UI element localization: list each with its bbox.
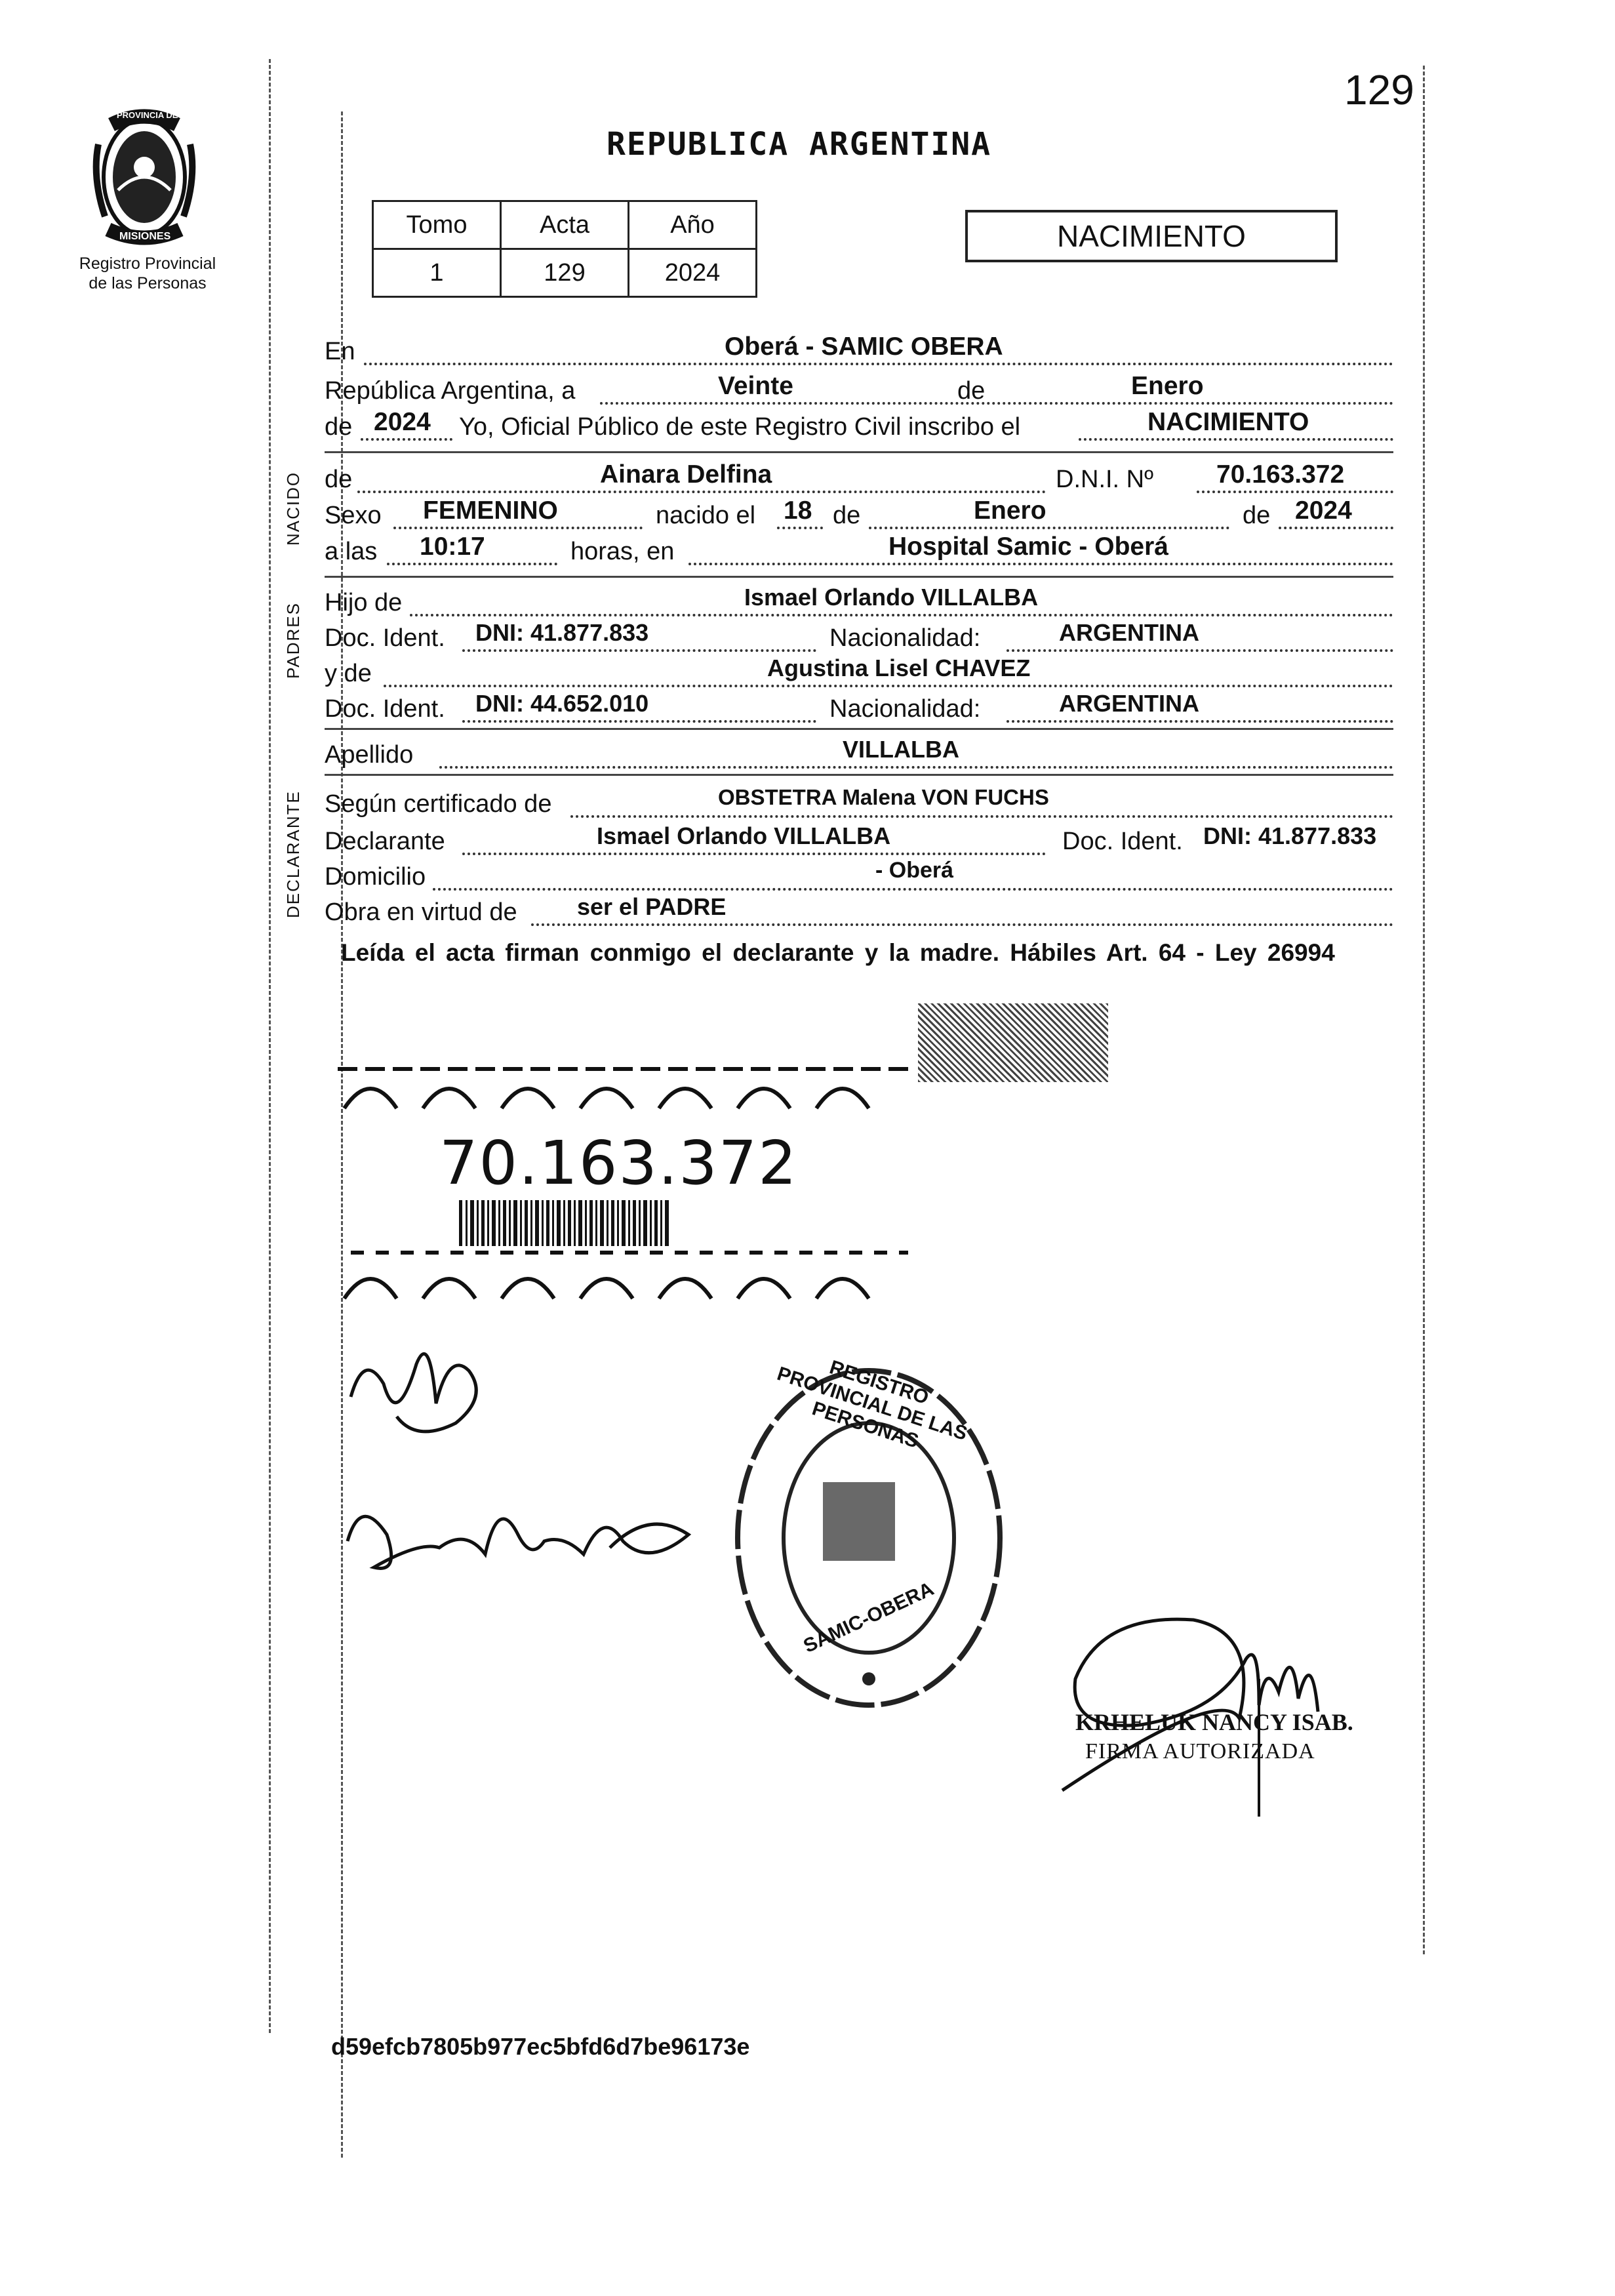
- dni-sticker: [331, 1056, 921, 1305]
- padre-nac-label: Nacionalidad:: [829, 624, 981, 652]
- document-hash: d59efcb7805b977ec5bfd6d7be96173e: [331, 2033, 750, 2060]
- padre-nac-value: ARGENTINA: [1059, 619, 1199, 646]
- decl-label: Declarante: [325, 828, 445, 855]
- stamp-ring-text: REGISTRO PROVINCIAL DE LAS PERSONAS: [774, 1356, 970, 1453]
- decl-value: Ismael Orlando VILLALBA: [597, 822, 891, 849]
- closing-text: Leída el acta firman conmigo el declarante y la madre. Hábiles Art. 64 - Ley 26994: [341, 939, 1335, 966]
- alas-label: a las: [325, 538, 378, 565]
- registry-name-line1: Registro Provincial: [79, 254, 216, 273]
- padre-doc-label: Doc. Ident.: [325, 624, 445, 652]
- official-signature: [1023, 1581, 1390, 1843]
- de-label: de: [957, 377, 986, 405]
- page-number: 129: [1344, 66, 1414, 113]
- dom-value: - Oberá: [875, 858, 954, 883]
- table-header-anio: Año: [629, 201, 757, 249]
- table-value-acta: 129: [501, 249, 629, 297]
- row-madre-doc: [325, 690, 1393, 727]
- stamp-inner-text: SAMIC-OBERA: [800, 1578, 938, 1657]
- decl-doc-label: Doc. Ident.: [1062, 828, 1183, 855]
- province-seal: [79, 105, 210, 249]
- section-label-nacido: NACIDO: [283, 471, 303, 546]
- page-title: REPUBLICA ARGENTINA: [607, 126, 992, 163]
- act-type-box: NACIMIENTO: [965, 210, 1338, 262]
- madre-value: Agustina Lisel CHAVEZ: [767, 655, 1031, 681]
- security-hologram: [918, 1003, 1108, 1082]
- row-republica: [325, 372, 1393, 409]
- nacido-de-label: de: [833, 502, 861, 529]
- section-label-padres: PADRES: [283, 602, 303, 679]
- signature-2: [334, 1469, 702, 1594]
- hora-value: 10:17: [420, 533, 485, 561]
- row-padre: [325, 584, 1393, 620]
- nacido-de-label-2: de: [1243, 502, 1271, 529]
- nacido-dia-value: 18: [784, 496, 812, 525]
- row-apellido: [325, 736, 1393, 773]
- obra-value: ser el PADRE: [577, 893, 727, 920]
- row-obra: [325, 893, 1393, 930]
- right-margin-line: [1423, 66, 1425, 1954]
- official-name-stamp: KRHELUK NANCY ISAB.: [1075, 1709, 1353, 1735]
- row-declarante: [325, 822, 1393, 859]
- row-padre-doc: [325, 619, 1393, 656]
- inscribo-value: NACIMIENTO: [1147, 408, 1309, 436]
- left-margin-line: [269, 59, 271, 2033]
- en-value: Oberá - SAMIC OBERA: [725, 332, 1003, 361]
- madre-nac-value: ARGENTINA: [1059, 690, 1199, 717]
- sexo-label: Sexo: [325, 502, 382, 529]
- dia-value: Veinte: [718, 372, 793, 400]
- mes-value: Enero: [1131, 372, 1204, 400]
- en-label: En: [325, 338, 355, 365]
- row-nombre: [325, 460, 1393, 497]
- horas-label: horas, en: [570, 538, 675, 565]
- registry-stamp: [725, 1351, 1013, 1725]
- row-certificado: [325, 785, 1393, 822]
- row-hora: [325, 533, 1393, 569]
- table-value-tomo: 1: [373, 249, 501, 297]
- madre-doc-label: Doc. Ident.: [325, 695, 445, 723]
- madre-nac-label: Nacionalidad:: [829, 695, 981, 723]
- table-header-acta: Acta: [501, 201, 629, 249]
- lugar-value: Hospital Samic - Oberá: [888, 533, 1168, 561]
- table-value-anio: 2024: [629, 249, 757, 297]
- padre-doc-value: DNI: 41.877.833: [475, 619, 649, 646]
- republica-label: República Argentina, a: [325, 377, 576, 405]
- padre-value: Ismael Orlando VILLALBA: [744, 584, 1039, 611]
- anio-value: 2024: [374, 408, 431, 436]
- obra-label: Obra en virtud de: [325, 898, 517, 926]
- dom-label: Domicilio: [325, 863, 426, 891]
- dni-sticker-number: 70.163.372: [439, 1128, 798, 1198]
- de2-label: de: [325, 413, 353, 441]
- inscribo-text: Yo, Oficial Público de este Registro Civil inscribo el: [459, 413, 1021, 441]
- nombre-de-label: de: [325, 466, 353, 493]
- yde-label: y de: [325, 660, 372, 687]
- official-title: FIRMA AUTORIZADA: [1085, 1739, 1315, 1763]
- row-sexo: [325, 496, 1393, 533]
- hijo-label: Hijo de: [325, 589, 403, 616]
- nacido-anio-value: 2024: [1295, 496, 1352, 525]
- apellido-value: VILLALBA: [843, 736, 959, 763]
- nacido-label: nacido el: [656, 502, 756, 529]
- record-table: [372, 200, 757, 298]
- row-madre: [325, 655, 1393, 691]
- dni-label: D.N.I. Nº: [1056, 466, 1153, 493]
- madre-doc-value: DNI: 44.652.010: [475, 690, 649, 717]
- row-inscribo: [325, 408, 1393, 445]
- nombre-value: Ainara Delfina: [600, 460, 772, 489]
- registry-name-line2: de las Personas: [89, 274, 207, 292]
- apellido-label: Apellido: [325, 741, 414, 769]
- sexo-value: FEMENINO: [423, 496, 558, 525]
- row-domicilio: [325, 858, 1393, 895]
- cert-value: OBSTETRA Malena VON FUCHS: [718, 785, 1049, 809]
- decl-doc-value: DNI: 41.877.833: [1203, 822, 1377, 849]
- section-label-declarante: DECLARANTE: [283, 790, 303, 918]
- table-header-tomo: Tomo: [373, 201, 501, 249]
- dni-value: 70.163.372: [1216, 460, 1345, 489]
- cert-label: Según certificado de: [325, 790, 552, 818]
- seal-text-bottom: MISIONES: [119, 231, 171, 242]
- signature-1: [338, 1325, 502, 1449]
- seal-text-top: PROVINCIA DE: [117, 110, 178, 120]
- nacido-mes-value: Enero: [974, 496, 1047, 525]
- row-en: [325, 332, 1393, 369]
